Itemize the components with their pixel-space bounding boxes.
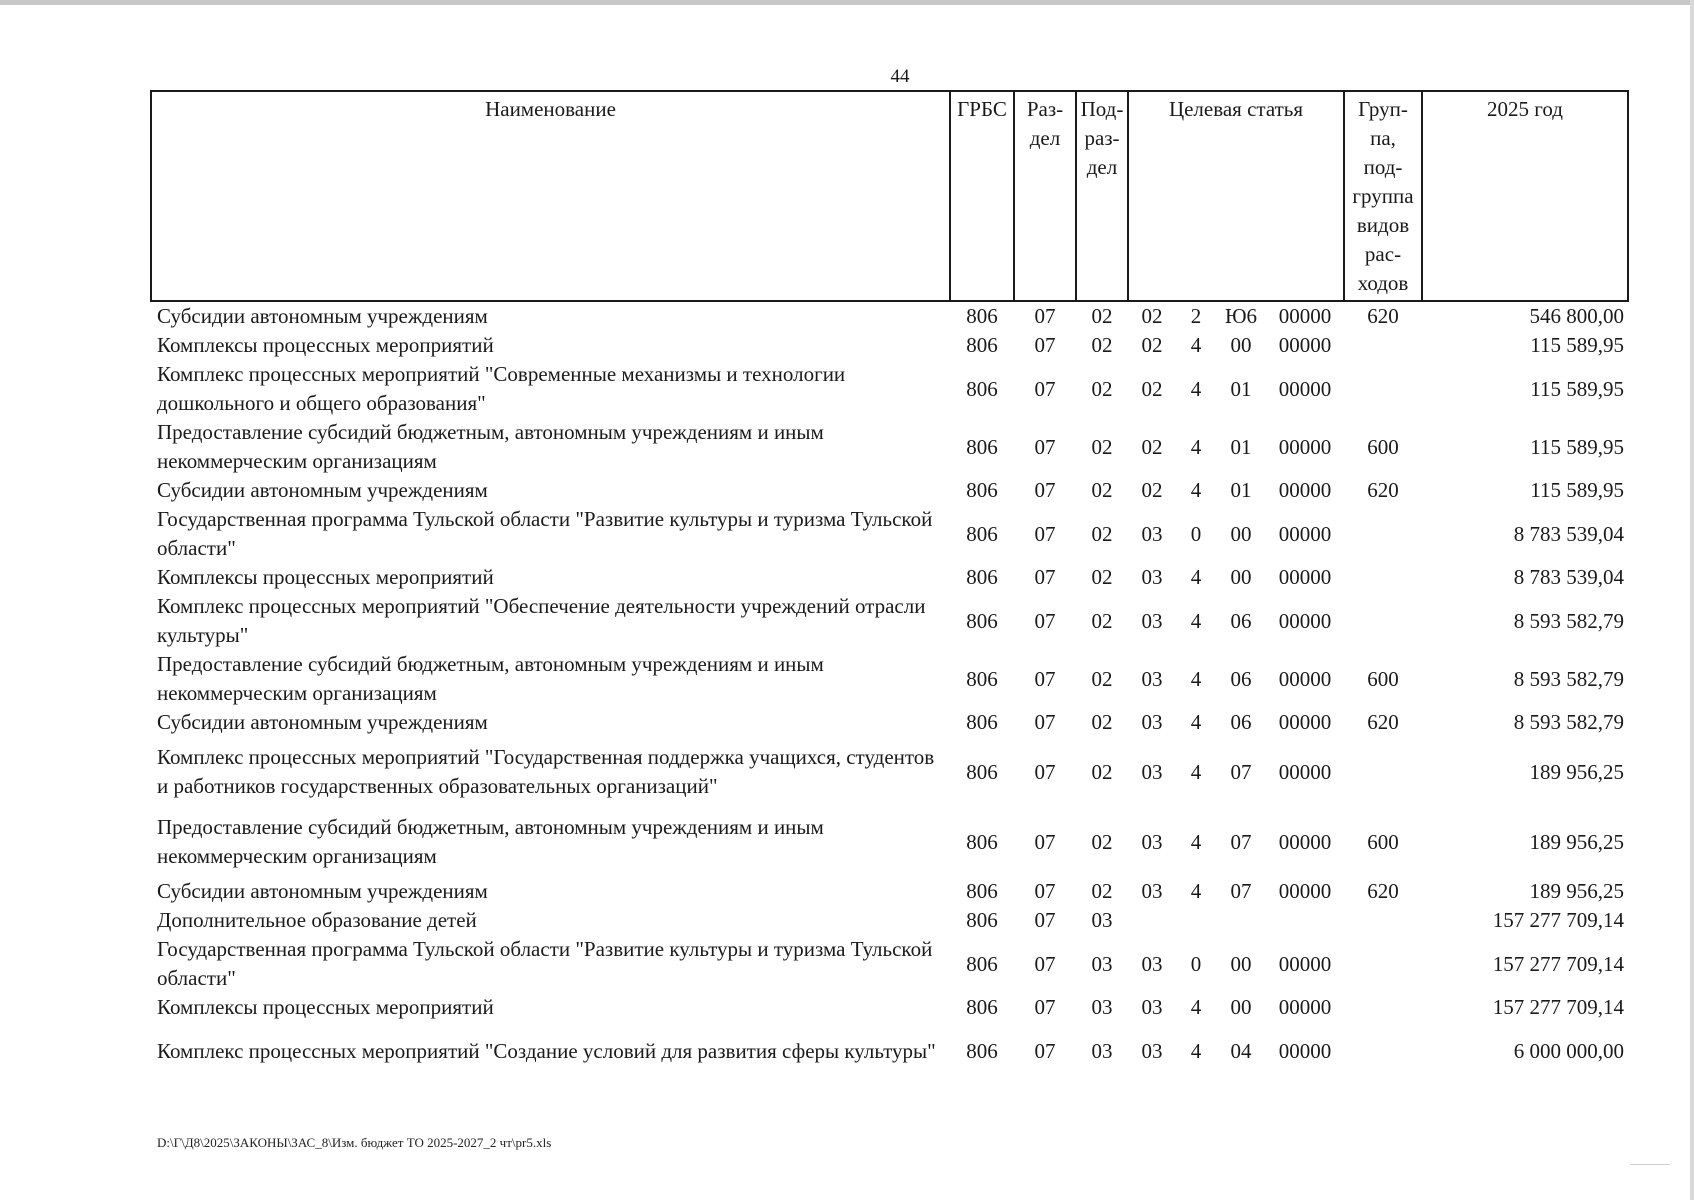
row-grbs: 806 (966, 710, 998, 734)
row-podrazdel: 03 (1091, 908, 1113, 932)
row-amount: 8 783 539,04 (1513, 565, 1624, 589)
row-cs-program: 03 (1141, 995, 1163, 1019)
row-cs-program: 03 (1141, 710, 1163, 734)
row-cs-program: 02 (1141, 478, 1163, 502)
row-podrazdel: 02 (1091, 478, 1113, 502)
row-vid-rashodov (1344, 505, 1422, 563)
row-grbs: 806 (966, 908, 998, 932)
row-cs-element: 00 (1230, 521, 1252, 546)
header-name: Наименование (151, 91, 950, 301)
row-grbs: 806 (966, 879, 998, 903)
row-cs-element: 07 (1230, 829, 1252, 854)
row-amount: 115 589,95 (1530, 434, 1624, 459)
row-cs-direction: 00000 (1278, 478, 1332, 502)
row-cs-direction: 00000 (1278, 666, 1332, 691)
table-row (151, 505, 1628, 563)
row-amount: 115 589,95 (1530, 333, 1624, 357)
row-podrazdel: 02 (1091, 565, 1113, 589)
row-vid-rashodov: 620 (1367, 304, 1399, 328)
row-cs-type: 0 (1190, 951, 1202, 976)
row-vid-rashodov: 620 (1367, 879, 1399, 903)
row-cs-type: 4 (1190, 608, 1202, 633)
table-row (151, 906, 1628, 935)
row-razdel: 07 (1034, 304, 1056, 328)
row-razdel: 07 (1034, 376, 1056, 401)
row-vid-rashodov: 620 (1367, 478, 1399, 502)
row-name: Комплекс процессных мероприятий "Создание условий для развития сферы культуры" (157, 1038, 936, 1063)
row-cs-program: 03 (1141, 608, 1163, 633)
row-podrazdel: 02 (1091, 521, 1113, 546)
row-amount: 115 589,95 (1530, 376, 1624, 401)
row-name: Субсидии автономным учреждениям (157, 478, 488, 502)
row-cs-element: 00 (1230, 951, 1252, 976)
table-row (151, 708, 1628, 737)
row-podrazdel: 02 (1091, 434, 1113, 459)
row-vid-rashodov (1344, 592, 1422, 650)
row-cs-type: 4 (1190, 829, 1202, 854)
row-razdel: 07 (1034, 879, 1056, 903)
row-razdel: 07 (1034, 478, 1056, 502)
row-podrazdel: 02 (1091, 608, 1113, 633)
row-cs-element: 01 (1230, 434, 1252, 459)
row-name: Государственная программа Тульской области "Развитие культуры и туризма Тульской области" (157, 937, 933, 990)
row-cs-direction: 00000 (1278, 434, 1332, 459)
row-cs-type: 4 (1190, 333, 1202, 357)
row-cs-direction: 00000 (1278, 995, 1332, 1019)
row-name: Комплекс процессных мероприятий "Современные механизмы и технологии дошкольного и общего образования" (157, 362, 846, 415)
table-row (151, 331, 1628, 360)
row-cs-element: 07 (1230, 759, 1252, 784)
row-cs-element: Ю6 (1224, 304, 1258, 328)
table-row (151, 935, 1628, 993)
row-razdel: 07 (1034, 759, 1056, 784)
row-grbs: 806 (966, 478, 998, 502)
row-cs-type: 4 (1190, 434, 1202, 459)
row-grbs: 806 (966, 995, 998, 1019)
row-vid-rashodov (1344, 906, 1422, 935)
row-cs-program: 03 (1141, 666, 1163, 691)
row-cs-type: 4 (1190, 879, 1202, 903)
row-cs-element: 04 (1230, 1038, 1252, 1063)
row-cs-direction: 00000 (1278, 608, 1332, 633)
row-podrazdel: 02 (1091, 829, 1113, 854)
row-cs-direction: 00000 (1278, 1038, 1332, 1063)
row-amount: 157 277 709,14 (1492, 908, 1624, 932)
row-cs-direction: 00000 (1278, 829, 1332, 854)
row-vid-rashodov: 600 (1367, 434, 1399, 459)
row-cs-program: 03 (1141, 951, 1163, 976)
row-amount: 8 783 539,04 (1513, 521, 1624, 546)
row-grbs: 806 (966, 376, 998, 401)
row-cs-program: 03 (1141, 1038, 1163, 1063)
row-podrazdel: 02 (1091, 666, 1113, 691)
row-cs-direction: 00000 (1278, 951, 1332, 976)
row-podrazdel: 02 (1091, 376, 1113, 401)
table-row (151, 877, 1628, 906)
row-cs-direction (1266, 906, 1344, 935)
row-razdel: 07 (1034, 908, 1056, 932)
row-cs-type: 4 (1190, 376, 1202, 401)
page-number: 44 (890, 66, 910, 87)
row-vid-rashodov (1344, 737, 1422, 807)
scan-edge-right (1690, 0, 1694, 1200)
row-podrazdel: 03 (1091, 995, 1113, 1019)
row-cs-element: 07 (1230, 879, 1252, 903)
row-cs-program: 03 (1141, 565, 1163, 589)
row-grbs: 806 (966, 565, 998, 589)
row-razdel: 07 (1034, 434, 1056, 459)
row-amount: 115 589,95 (1530, 478, 1624, 502)
row-name: Предоставление субсидий бюджетным, автономным учреждениям и иным некоммерческим организациям (157, 652, 824, 705)
row-razdel: 07 (1034, 951, 1056, 976)
row-razdel: 07 (1034, 333, 1056, 357)
row-name: Субсидии автономным учреждениям (157, 710, 488, 734)
table-row (151, 592, 1628, 650)
row-razdel: 07 (1034, 521, 1056, 546)
row-vid-rashodov (1344, 563, 1422, 592)
header-podrazdel: Под- раз- дел (1076, 91, 1128, 301)
row-podrazdel: 02 (1091, 710, 1113, 734)
row-amount: 6 000 000,00 (1513, 1038, 1624, 1063)
header-celevaya-statya: Целевая статья (1128, 91, 1344, 301)
scan-edge-top (0, 0, 1694, 5)
header-gruppa: Груп- па, под- группа видов рас- ходов (1344, 91, 1422, 301)
row-cs-element: 06 (1230, 710, 1252, 734)
table-row (151, 807, 1628, 877)
row-amount: 157 277 709,14 (1492, 995, 1624, 1019)
row-podrazdel: 03 (1091, 1038, 1113, 1063)
row-name: Комплексы процессных мероприятий (157, 565, 494, 589)
row-cs-direction: 00000 (1278, 565, 1332, 589)
row-amount: 189 956,25 (1529, 879, 1624, 903)
row-grbs: 806 (966, 304, 998, 328)
row-razdel: 07 (1034, 710, 1056, 734)
row-name: Комплексы процессных мероприятий (157, 333, 494, 357)
row-cs-element: 01 (1230, 376, 1252, 401)
table-row (151, 650, 1628, 708)
row-cs-type: 4 (1190, 995, 1202, 1019)
budget-table (150, 90, 1629, 1080)
row-cs-program: 03 (1141, 521, 1163, 546)
row-cs-type: 2 (1190, 304, 1202, 328)
row-cs-direction: 00000 (1278, 333, 1332, 357)
row-cs-element: 00 (1230, 333, 1252, 357)
header-year: 2025 год (1422, 91, 1628, 301)
row-vid-rashodov (1344, 1022, 1422, 1080)
row-podrazdel: 02 (1091, 304, 1113, 328)
row-cs-element: 00 (1230, 565, 1252, 589)
row-razdel: 07 (1034, 608, 1056, 633)
row-vid-rashodov (1344, 360, 1422, 418)
row-amount: 157 277 709,14 (1492, 951, 1624, 976)
table-row (151, 476, 1628, 505)
row-cs-program: 02 (1141, 333, 1163, 357)
row-cs-type: 4 (1190, 478, 1202, 502)
row-cs-program (1128, 906, 1176, 935)
row-cs-element (1216, 906, 1266, 935)
row-cs-program: 02 (1141, 434, 1163, 459)
header-razdel: Раз- дел (1014, 91, 1076, 301)
row-cs-direction: 00000 (1278, 304, 1332, 328)
row-cs-direction: 00000 (1278, 521, 1332, 546)
row-cs-type: 4 (1190, 1038, 1202, 1063)
row-cs-element: 00 (1230, 995, 1252, 1019)
table-row (151, 418, 1628, 476)
row-amount: 546 800,00 (1529, 304, 1624, 328)
row-name: Предоставление субсидий бюджетным, автономным учреждениям и иным некоммерческим организациям (157, 420, 824, 473)
scan-mark (1630, 1164, 1670, 1165)
row-name: Комплекс процессных мероприятий "Государственная поддержка учащихся, студентов и работников государственных образовательных организаций" (157, 745, 935, 798)
row-grbs: 806 (966, 434, 998, 459)
row-grbs: 806 (966, 759, 998, 784)
table-row (151, 301, 1628, 331)
row-cs-type: 4 (1190, 565, 1202, 589)
row-cs-direction: 00000 (1278, 759, 1332, 784)
row-cs-type: 4 (1190, 759, 1202, 784)
table-row (151, 1022, 1628, 1080)
table-header (151, 91, 1628, 301)
row-name: Дополнительное образование детей (157, 908, 477, 932)
row-name: Государственная программа Тульской области "Развитие культуры и туризма Тульской области" (157, 507, 933, 560)
row-razdel: 07 (1034, 829, 1056, 854)
row-cs-type: 4 (1190, 710, 1202, 734)
row-razdel: 07 (1034, 666, 1056, 691)
row-cs-element: 06 (1230, 666, 1252, 691)
row-cs-program: 03 (1141, 879, 1163, 903)
row-cs-program: 02 (1141, 304, 1163, 328)
row-podrazdel: 02 (1091, 879, 1113, 903)
row-cs-type: 0 (1190, 521, 1202, 546)
row-grbs: 806 (966, 829, 998, 854)
header-grbs: ГРБС (950, 91, 1014, 301)
row-cs-type (1176, 906, 1216, 935)
row-name: Комплекс процессных мероприятий "Обеспечение деятельности учреждений отрасли культуры" (157, 594, 926, 647)
row-vid-rashodov (1344, 935, 1422, 993)
row-razdel: 07 (1034, 1038, 1056, 1063)
row-amount: 189 956,25 (1529, 759, 1624, 784)
row-grbs: 806 (966, 951, 998, 976)
row-grbs: 806 (966, 521, 998, 546)
row-amount: 8 593 582,79 (1513, 666, 1624, 691)
row-cs-element: 06 (1230, 608, 1252, 633)
row-podrazdel: 03 (1091, 951, 1113, 976)
row-razdel: 07 (1034, 995, 1056, 1019)
row-cs-type: 4 (1190, 666, 1202, 691)
row-vid-rashodov (1344, 993, 1422, 1022)
table-body (151, 301, 1628, 1080)
row-cs-direction: 00000 (1278, 376, 1332, 401)
row-podrazdel: 02 (1091, 333, 1113, 357)
row-grbs: 806 (966, 608, 998, 633)
row-amount: 8 593 582,79 (1513, 710, 1624, 734)
row-name: Субсидии автономным учреждениям (157, 304, 488, 328)
row-grbs: 806 (966, 1038, 998, 1063)
row-vid-rashodov: 600 (1367, 829, 1399, 854)
table-row (151, 737, 1628, 807)
table-row (151, 360, 1628, 418)
row-razdel: 07 (1034, 565, 1056, 589)
row-cs-program: 03 (1141, 829, 1163, 854)
row-name: Комплексы процессных мероприятий (157, 995, 494, 1019)
row-cs-program: 03 (1141, 759, 1163, 784)
row-cs-direction: 00000 (1278, 710, 1332, 734)
table-row (151, 993, 1628, 1022)
table-row (151, 563, 1628, 592)
row-vid-rashodov: 620 (1367, 710, 1399, 734)
row-cs-element: 01 (1230, 478, 1252, 502)
row-vid-rashodov (1344, 331, 1422, 360)
row-podrazdel: 02 (1091, 759, 1113, 784)
row-amount: 189 956,25 (1529, 829, 1624, 854)
row-cs-direction: 00000 (1278, 879, 1332, 903)
row-grbs: 806 (966, 333, 998, 357)
row-name: Субсидии автономным учреждениям (157, 879, 488, 903)
row-vid-rashodov: 600 (1367, 666, 1399, 691)
row-amount: 8 593 582,79 (1513, 608, 1624, 633)
row-name: Предоставление субсидий бюджетным, автономным учреждениям и иным некоммерческим организациям (157, 815, 824, 868)
file-path-footer: D:\Г\Д8\2025\ЗАКОНЫ\ЗАС_8\Изм. бюджет ТО 2025-2027_2 чт\pr5.xls (157, 1135, 552, 1150)
row-cs-program: 02 (1141, 376, 1163, 401)
row-grbs: 806 (966, 666, 998, 691)
